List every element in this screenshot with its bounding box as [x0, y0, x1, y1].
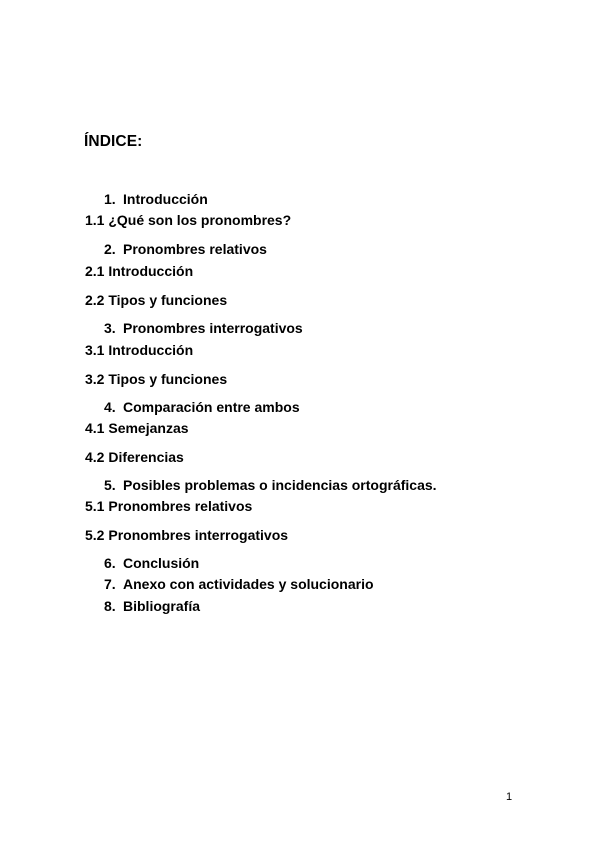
toc-section-title: Introducción	[123, 191, 208, 207]
toc-section-number: 4.	[104, 399, 116, 415]
toc-section-number: 8.	[104, 598, 116, 614]
toc-subsection-5-2: 5.2 Pronombres interrogativos	[85, 527, 289, 543]
toc-section-number: 2.	[104, 241, 116, 257]
toc-subsection-2-2: 2.2 Tipos y funciones	[85, 292, 228, 308]
toc-section-6	[104, 554, 199, 572]
toc-section-4	[104, 398, 300, 416]
toc-subsection-5-1: 5.1 Pronombres relativos	[85, 498, 253, 514]
toc-subsection-3-1: 3.1 Introducción	[85, 342, 194, 358]
toc-section-title: Anexo con actividades y solucionario	[123, 576, 374, 592]
toc-subsection-1-1: 1.1 ¿Qué son los pronombres?	[85, 212, 292, 228]
toc-section-number: 3.	[104, 320, 116, 336]
toc-subsection-4-1: 4.1 Semejanzas	[85, 420, 189, 436]
toc-section-number: 6.	[104, 555, 116, 571]
toc-section-title: Pronombres relativos	[123, 241, 267, 257]
index-heading: ÍNDICE:	[84, 133, 143, 150]
toc-subsection-4-2: 4.2 Diferencias	[85, 449, 184, 465]
toc-section-5	[104, 476, 437, 494]
toc-section-2	[104, 240, 267, 258]
toc-section-title: Conclusión	[123, 555, 200, 571]
toc-section-7	[104, 575, 374, 593]
page-number: 1	[506, 791, 513, 803]
toc-section-number: 7.	[104, 576, 116, 592]
toc-section-title: Posibles problemas o incidencias ortográficas.	[123, 477, 437, 493]
toc-section-number: 5.	[104, 477, 116, 493]
toc-section-title: Pronombres interrogativos	[123, 320, 303, 336]
toc-section-3	[104, 319, 303, 337]
toc-section-1	[104, 190, 208, 208]
toc-section-title: Comparación entre ambos	[123, 399, 300, 415]
toc-section-number: 1.	[104, 191, 116, 207]
toc-section-title: Bibliografía	[123, 598, 201, 614]
toc-subsection-2-1: 2.1 Introducción	[85, 263, 194, 279]
toc-section-8	[104, 597, 200, 615]
toc-subsection-3-2: 3.2 Tipos y funciones	[85, 371, 228, 387]
